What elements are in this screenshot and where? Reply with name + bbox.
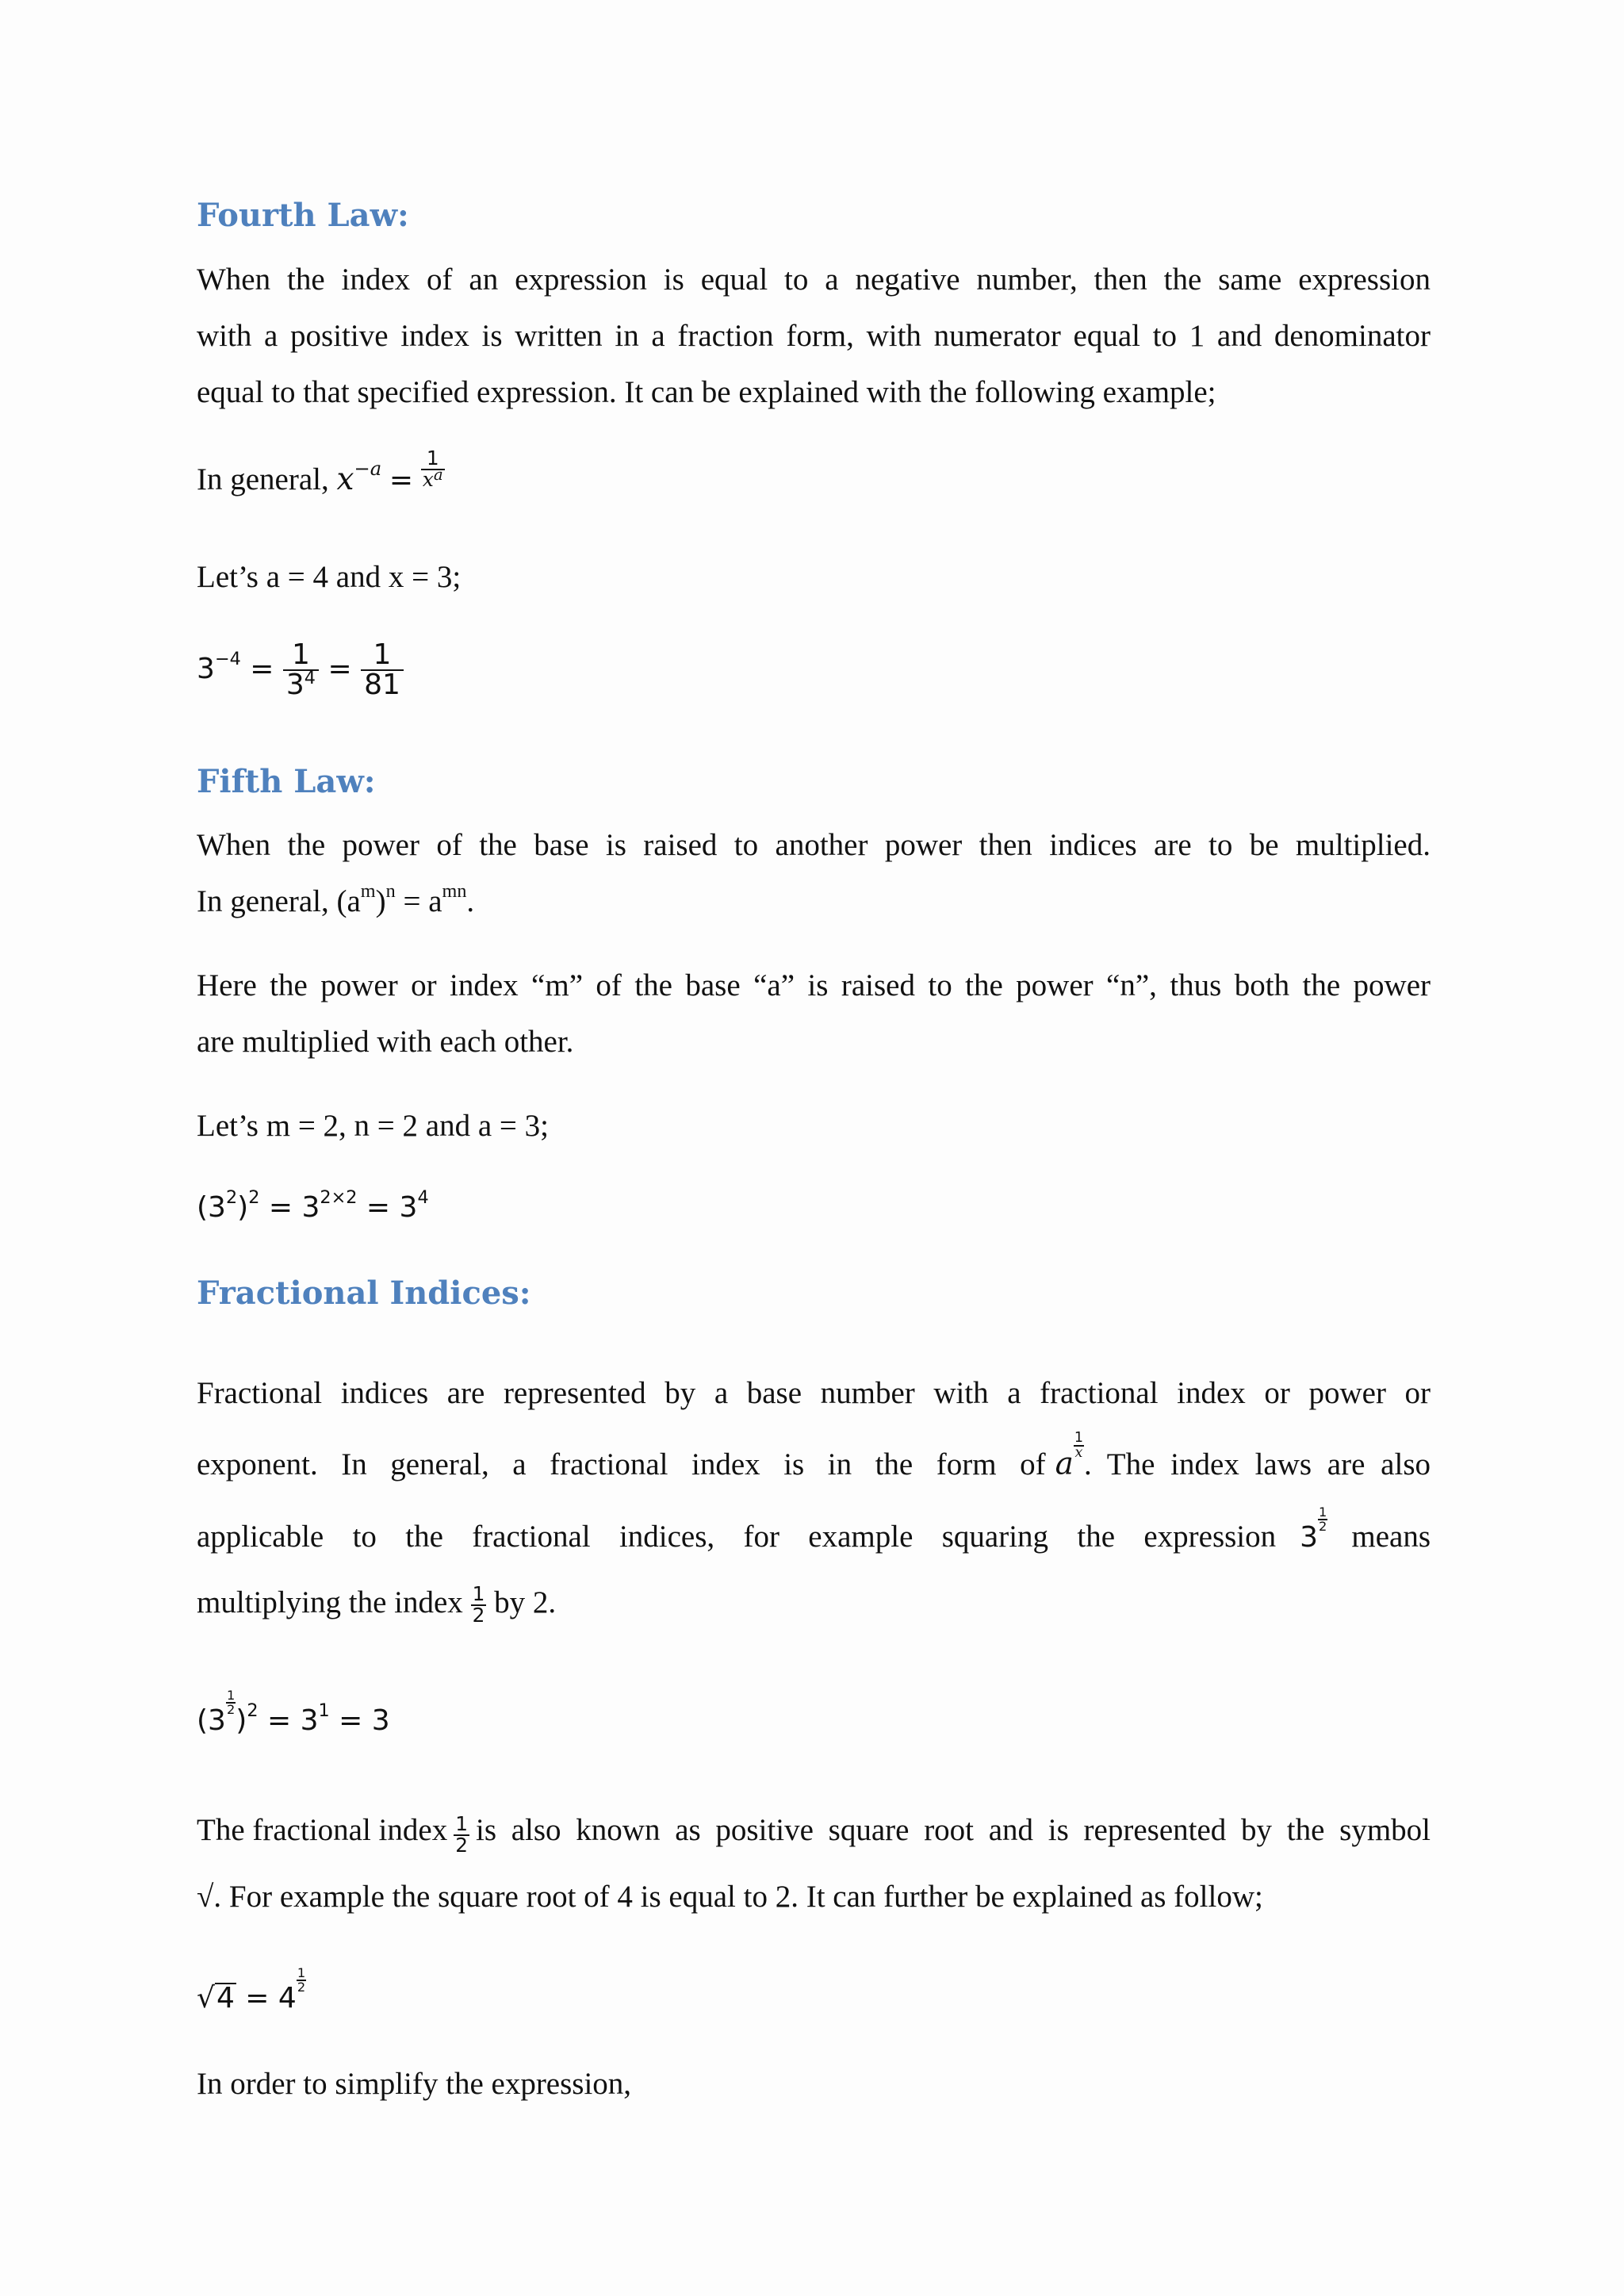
general-prefix: In general, [197,462,329,496]
sqrt-exp [297,1967,306,1994]
fourth-law-lets: Let’s a = 4 and x = 3; [197,560,462,594]
fourth-law-general-formula [197,447,445,497]
fifth-ex-eq1: = 3 [259,1191,320,1224]
fractional-line3-den: 2 [1319,1519,1327,1535]
fifth-law-example [197,1187,429,1224]
fractional-line3-exp [1318,1506,1327,1533]
fractional-para-line-2 [197,1429,1431,1482]
fifth-ex-final-exp: 4 [417,1187,429,1209]
frac-ex-inner-exp [226,1689,236,1716]
fractional-para-line-4 [197,1582,557,1627]
fifth-law-general [197,880,475,918]
fractional-para2-b: is also known as positive square root and is represented by the symbol [475,1813,1431,1847]
fractional-para2-den: 2 [455,1833,468,1857]
fifth-law-heading: Fifth Law: [197,763,376,800]
fractional-para2-a: The fractional index [197,1813,448,1847]
frac-ex-mid-exp: 1 [318,1700,330,1722]
fractional-line3-base: 3 [1300,1521,1319,1554]
fractional-line3-a: applicable to the fractional indices, for example squaring the expression [197,1520,1277,1554]
sqrt-radicand: 4 [216,1982,235,2015]
sqrt-eq: = 4 [236,1982,297,2015]
fifth-ex-outer-exp: 2 [248,1187,260,1209]
frac-ex-eq2: = 3 [329,1704,390,1738]
fifth-general-n: n [385,880,396,902]
frac-ex-eq1: = 3 [258,1704,319,1738]
ex-fraction-2 [361,638,404,701]
fractional-indices-heading: Fractional Indices: [197,1274,531,1312]
fourth-law-heading: Fourth Law: [197,197,409,234]
fifth-general-end: . [466,884,475,918]
fifth-ex-close: ) [237,1191,249,1224]
fifth-ex-open: (3 [197,1191,226,1224]
fractional-line4-den: 2 [472,1603,485,1627]
fractional-line2-exp [1074,1429,1084,1462]
fractional-line4-frac [471,1582,487,1627]
ex-frac1-num: 1 [283,641,319,671]
sqrt-num: 1 [297,1965,306,1981]
final-line: In order to simplify the expression, [197,2067,632,2101]
fractional-line2-a: exponent. In general, a fractional index is in the form of [197,1447,1046,1481]
fractional-line4-b: by 2. [494,1585,557,1619]
fractional-para2-num: 1 [455,1812,468,1835]
sqrt-example [197,1965,306,2015]
fractional-para2-frac [454,1812,469,1857]
ex-fraction-1 [283,638,319,701]
document-page [197,0,1431,2296]
fractional-line2-expr [1055,1429,1084,1482]
ex-frac2-den: 81 [364,669,400,701]
fractional-para-line-3 [197,1504,1431,1554]
ex-frac2-num: 1 [361,641,404,671]
fifth-general-mn: mn [442,880,467,902]
ex-frac1-den-base: 3 [285,669,304,701]
fractional-para2-line-2: √. For example the square root of 4 is equal to 2. It can further be explained as follow; [197,1880,1263,1914]
fifth-ex-eq2: = 3 [357,1191,418,1224]
fractional-example [197,1688,390,1738]
fractional-line4-num: 1 [472,1582,485,1605]
frac-ex-close: ) [236,1704,247,1738]
fifth-law-para2-line-1: Here the power or index “m” of the base “a” is raised to the power “n”, thus both the power [197,968,1431,1002]
fifth-ex-mid-exp: 2×2 [320,1187,358,1209]
ex-frac1-den-exp: 4 [304,667,316,688]
fractional-line3-num: 1 [1319,1504,1327,1520]
fourth-law-para-line-3: equal to that specified expression. It can be explained with the following example; [197,375,1216,409]
frac-ex-num: 1 [226,1688,236,1704]
ex-lhs-exp: −4 [214,649,241,670]
fractional-line4-a: multiplying the index [197,1585,463,1619]
frac-ex-outer-exp: 2 [247,1700,259,1722]
fourth-law-para-line-2: with a positive index is written in a fraction form, with numerator equal to 1 and denominator [197,319,1431,353]
fifth-ex-inner-exp: 2 [225,1187,238,1209]
fractional-line2-num: 1 [1074,1429,1083,1446]
fifth-law-para-line-1: When the power of the base is raised to another power then indices are to be multiplied. [197,828,1431,862]
fractional-para-line-1: Fractional indices are represented by a base number with a fractional index or power or [197,1376,1431,1410]
fifth-general-eq: = a [395,884,442,918]
fifth-general-m: m [360,880,376,902]
general-rhs-num: 1 [421,449,445,470]
fractional-line2-base: a [1055,1446,1074,1482]
general-rhs-den-exp: a [433,465,443,484]
frac-ex-open: (3 [197,1704,226,1738]
ex-equals-2: = [327,653,352,685]
fractional-line3-b: means [1351,1520,1431,1554]
general-lhs-base: x [336,461,354,497]
fifth-law-lets: Let’s m = 2, n = 2 and a = 3; [197,1109,550,1143]
fractional-line2-den: x [1074,1445,1083,1462]
general-lhs-exp: −a [354,457,382,480]
fractional-line2-b: . The index laws are also [1084,1447,1431,1481]
general-rhs-fraction [421,449,445,490]
fifth-general-prefix: In general, (a [197,884,361,918]
fifth-law-para2-line-2: are multiplied with each other. [197,1025,574,1059]
sqrt-den: 2 [297,1980,306,1995]
ex-equals-1: = [250,653,274,685]
general-rhs-den-base: x [422,467,434,491]
ex-lhs-base: 3 [197,653,215,685]
frac-ex-den: 2 [226,1702,236,1718]
sqrt-symbol: √ [197,1982,215,2015]
sqrt-expression [197,1983,236,2013]
fourth-law-example [197,638,404,701]
fractional-para2-line-1 [197,1812,1431,1857]
general-equals: = [389,463,414,496]
fractional-line3-expr [1300,1504,1327,1554]
fourth-law-para-line-1: When the index of an expression is equal to a negative number, then the same expression [197,263,1431,297]
fifth-general-mid: ) [375,884,386,918]
